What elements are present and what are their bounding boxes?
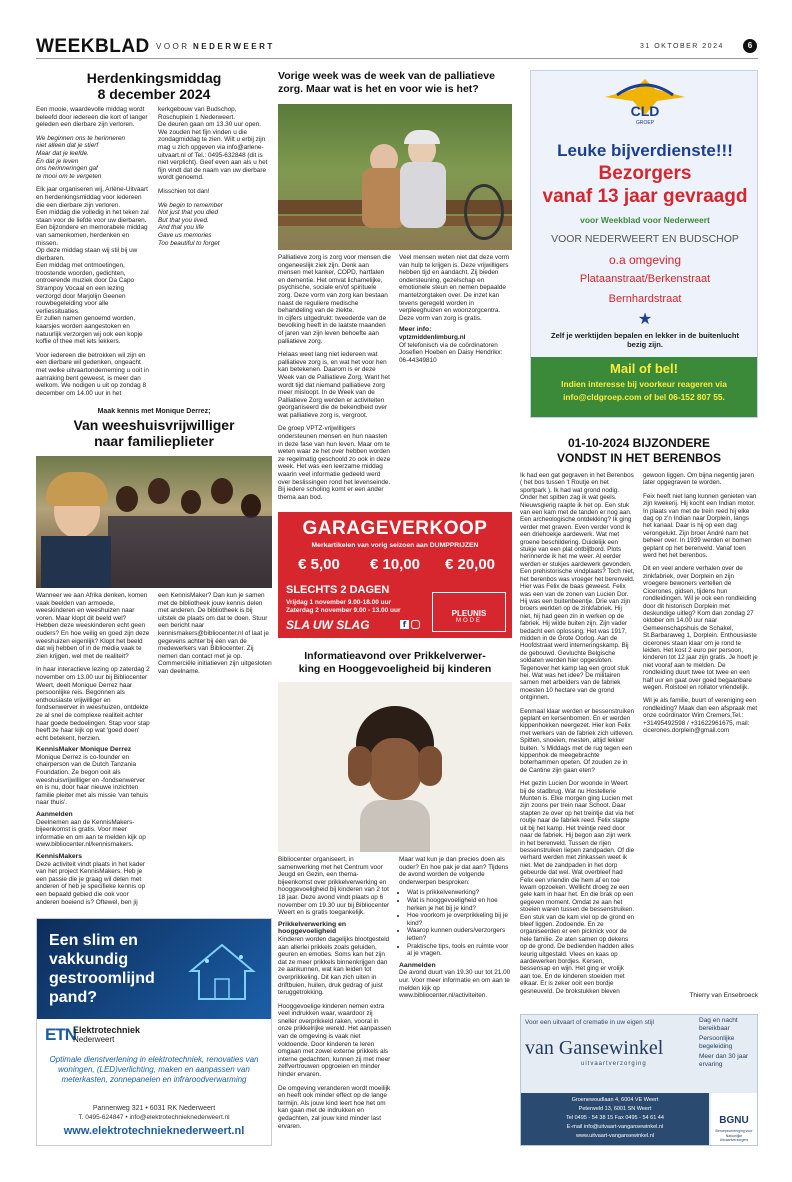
prikkel-h2: Aanmelden [399,961,436,969]
palliatief-title-line2: zorg. Maar wat is het en voor wie is het? [278,83,479,95]
bullet-item: • Wat is hooggevoeligheid en hoe herken je het bij je kind? [407,897,512,912]
herdenking-body [36,106,272,402]
weeshuis-p1: Wanneer we aan Afrika denken, komen vaak beelden van armoede, weeskinderen en weeshuizen naar voren. Maar klopt dit beeld wel? Hebben deze weeskinderen echt geen ouders? En hoe veilig en goed zijn deze weeshuizen eigenlijk? Klopt het beeld dat wij hebben of in de media vaak te zien krijgen, wel met de realiteit? [36,592,150,660]
palliatief-link[interactable]: vptzmiddenlimburg.nl [399,333,466,341]
garage-slag: SLA UW SLAG [286,618,370,632]
cld-mail-box [531,357,757,417]
cld-l7: Plataanstraat/Berkenstraat [579,273,711,285]
weeshuis-h1: KennisMaker Monique Derrez [36,746,132,754]
poem-line: ons herinneringen gaf [36,165,98,173]
masthead-date: 31 OKTOBER 2024 [640,43,724,50]
palliatief-h1: Meer info: [399,326,432,334]
elektro-l2: vakkundig [49,951,129,968]
cld-l2: Bezorgers [598,163,692,184]
elderly-couple-photo [278,104,512,250]
weeshuis-p3: Monique Derrez is co-founder en chairperson van de Dutch Tanzania Foundation. Ze begon ooit als weeshuisvrijwilliger en -fondsenwerver en is nu, door haar nieuwe inzichten familie pleiter met als missie 'van tehuis naar thuis'. [36,753,149,807]
page-number: 6 [743,39,757,53]
weeshuis-p5: Deze activiteit vindt plaats in het kader van het project KennisMakers. Heb je een passie die je graag wil delen met anderen of heb je specifieke kennis op een bepaald gebied die ook voor anderen boeiend is? Oftewel, ben jij een KennisMaker? Dan kun je samen met de bibliotheek jouw kennis delen met anderen. De bibliotheek is bij uitstek de plaats om dat te doen. Stuur een bericht naar kennismakers@bibliocenter.nl of laat je gegevens achter bij één van de medewerkers van Bibliocenter. Zij nemen dan contact met je op. Commerciële initiatieven zijn uitgesloten van deelname. [36,592,272,906]
herdenking-poem-nl [36,135,150,181]
vondst-p5: Dit en veel andere verhalen over de zinkfabriek, over Dorplein en zijn vroegere bewoners vertellen de Cicerones, gidsen, tijdens hun rondleidingen. Wil je ook een rondleiding door dit historisch Dorplein met deskundige uitleg? Kom dan zondag 27 oktober om 14.00 uur naar Gemeenschapshuis de Schakel, St.Barbaraweg 1, Dorplein. Enthousiaste cicerones staan klaar om je rond te leiden. Het kost 2 euro per persoon, kinderen tot 12 jaar zijn gratis. Je hoeft je niet vooraf aan te melden. De rondleiding duurt twee tot twee en een half uur en gaat over goed begaanbare wegen. Rolstoel en rollator vriendelijk. [643,565,758,691]
cld-logo-text: CLD [630,103,660,119]
gw-addr1: Groenewoudlaan 4, 6004 VE Weert [571,1097,659,1103]
cld-l3: vanaf 13 jaar gevraagd [542,186,748,207]
weeshuis-h3: KennisMakers [36,853,83,860]
herdenking-title-line1: Herdenkingsmiddag [86,70,222,86]
poem-line: Gave us memories [158,231,212,239]
weeshuis-title [36,417,272,449]
herdenking-p2: Elk jaar organiseren wij, Arlène-Uitvaart en herdenkingsmiddag voor iedereen die een dierbare zijn verloren. [36,186,148,209]
gansewinkel-top: Voor een uitvaart of crematie in uw eigen stijl [525,1019,654,1026]
herdenking-title [36,70,272,102]
cld-l9: Zelf je werktijden bepalen en lekker in de buitenlucht bezig zijn. [551,331,739,349]
herdenking-p10: We zouden het fijn vinden u die zondagmiddag te zien. Wilt u erbij zijn mag u zich opgeven via info@arlene-uitvaart.nl of Tel.: 0495-632848 (dit is niet verplicht). Geef even aan als u het fijn vindt dat de naam van uw dierbare wordt genoemd. [158,128,268,182]
instagram-icon[interactable] [411,620,420,629]
elektro-l4: pand? [49,989,97,1006]
gw-tel: Tel 0495 - 54 38 15 Fax 0495 - 54 61 44 [566,1115,664,1121]
gw-bullet: Meer dan 30 jaar ervaring [699,1053,749,1068]
elektro-contact: T. 0495-624847 • info@elektrotechnieknederweert.nl [78,1114,230,1121]
bullet-item: • Praktische tips, tools en ruimte voor al je vragen. [407,943,512,958]
star-icon: ★ [637,309,653,328]
bullet-item: • Hoe voorkom je overprikkeling bij je kind? [407,912,512,927]
weeshuis-title-line1: Van weeshuisvrijwilliger [73,417,235,433]
masthead-weekblad: WEEKBLAD [36,36,150,57]
vondst-p2: Eenmaal klaar werden er bessenstruiken geplant en kersenbomen. En er werden kippenhokken neergezet. Hier kon Felix met werkers van de fabriek zich uitleven. Spitten, snoeien, mesten, altijd lekker buiten. 's Middags met de rug tegen een kippenhok de meegebrachte boterhammen opeten. Of zouden ze in de Cantine zijn gaan eten? [520,707,635,774]
prikkel-article [278,650,512,1150]
weeshuis-title-line2: naar familieplieter [94,433,214,449]
poem-line: Maar dat je leefde. [36,149,89,157]
pleunis-logo [432,592,506,632]
elektro-l3: gestroomlijnd [49,970,155,987]
garage-date2: Zaterdag 2 november 9.00 - 13.00 uur [286,607,401,614]
poem-line: Not just that you died [158,209,219,217]
cld-logo-sub: GROEP [635,120,655,126]
vondst-p1: Ik had een gat gegraven in het Berenbos ( het bos tussen 't Routje en het sportpark ). Ik had wat grond nodig. Onder het spitten zag ik wat geels. Nieuwsgierig raapte ik het op. Een stuk van een kam met de tanden er nog aan. Een archeologische ontdekking? Ik ging verder met graven. Even verder vond ik een driehoekje aardewerk. Wat met groene beschildering. Duidelijk een stukje van een plat ontbijtbord. Plots herinnerde ik het me weer. Al eerder werden er stukjes aardewerk gevonden. Een prehistorische vindplaats? Toch niet, het berenbos was vroeger het berenveld. Hier was Felix de baas geweest. Felix was een van de zonen van Lucien Dor. Hij was een buitenbeentje. Drie van zijn broers werkten op de zinkfabriek. Hij niet, hij had geen zin in werken op de fabriek. Hij wilde buiten zijn. Zijn vader bedacht een oplossing. Het was 1917, midden in de Grote Oorlog. Aan de Hoofdstraat werd interneringskamp. Bij de gebouwd. Gevluchte Belgische soldaten werden hier opgesloten. Tegenover het kamp lag een groot stuk hei. Wat was het idee? De militairen samen met arbeiders van de fabriek moesten 10 hectare van de grond ontginnen. [520,472,635,702]
palliatief-p4: De groep VPTZ-vrijwilligers ondersteunen mensen en hun naasten in deze fase van hun leven. Maar om te weten waar ze het over hebben worden ze regelmatig geschoold zo ook in deze week. Het was een leerzame middag waarin veel informatie gedeeld werd over beslissingen rond het levenseinde. Bij iedere scholing komt er een ander thema aan bod. [278,425,391,501]
vondst-title-line1: 01-10-2024 BIJZONDERE [567,436,711,450]
vondst-signature: Thierry van Ensebroeck [689,992,758,999]
vondst-p4: Feix heeft niet lang kunnen genieten van zijn kwekerij. Hij kocht een Indian motor. In plaats van met de trein reed hij elke dag op z'n Indian naar Dorplein, langs het kanaal. Daar is hij op een dag verongelukt. Zijn broer André nam het beheer over. In 1939 werden er bomen geplant op het berenveld. Vanaf toen werd het het berenbos. [643,492,757,560]
gansewinkel-footer [521,1093,709,1145]
cld-mail: Mail of bel! [610,361,678,376]
cld-logo [595,75,695,131]
pleunis-brand-sub: MODE [456,618,482,624]
prikkel-h1: Prikkelverwerking en hooggevoeligheid [278,920,347,936]
vondst-body [520,472,758,996]
gw-bullet: Dag en nacht bereikbaar [699,1017,738,1032]
vondst-article [520,436,758,1004]
herdenking-p1: Een mooie, waardevolle middag wordt beleefd door iedereen die kort of langer geleden een dierbare zijn verloren. [36,106,148,129]
price-5: € 5,00 [298,556,340,573]
palliatief-title [278,70,512,96]
prikkel-p1: Bibliocenter organiseert, in samenwerking met het Centrum voor Jeugd en Gezin, een thema-bijeenkomst over prikkelverwerking en hooggevoeligheid bij kinderen van 2 tot 18 jaar. Deze avond vindt plaats op 6 november om 19.30 uur bij Bibliocenter Weert en is gratis toegankelijk. [278,856,390,917]
herdenking-p4: Een bijzondere en memorabele middag van samenkomen, herdenken en missen. [36,224,148,247]
elektro-logo-place: Nederweert [73,1035,115,1044]
palliatief-p5: Veel mensen weten niet dat deze vorm van hulp te krijgen is. Deze vrijwilligers hebben tijd en aandacht. Zij bieden ondersteuning, gezelschap en emotionele steun en nemen bepaalde mantelzorgtaken over. De inzet kan tevens geregeld worden in verpleeghuizen en woonzorgcentra. Deze vorm van zorg is gratis. [399,254,510,322]
gansewinkel-bullets [699,1017,757,1068]
vondst-p3: Het gezin Lucien Dor woonde in Weert bij de stadbrug. Wat nu Hostellerie Munten is. Elke morgen ging Lucien met zijn zoons per trein naar Schoot. Daar stapten ze over op het treintje dat via het routje naar de fabriek reed. Felix stapte uit bij het kamp. Het treintje reed door naar de fabriek. Hij begon aan zijn werk in het berenveld. Tussen de rijen bessenstruiken liepen zandpaden. Of die verhard werden met zinkassen weet ik niet. Met de zandpaden in het dorp gebeurde dat wel. Wat overbleef had Felix een vriendin die hem af en toe kwam opzoeken. Wellicht droeg ze een gele kam in haar het. En die brak op een gegeven moment. Omdat ze aan het stoeien waren tussen de bessenstruiken. Een stuk van de kam viel op de grond en bleef liggen. Zodoende. En ze organiseerden er een picknick voor de hele familie. Ze aten samen op dekens op de grond. De bedienden hadden alles keurig uitgestald. Vlees en kaas op aardewerken bordjes. Kersen, bessensap en wijn. Het ging er vrolijk aan toe. En de kinderen stoeiden met elkaar. Er is zeker ooit een bordje gesneuveld. De brokstukken bleven gewoon liggen. Om bijna negentig jaren later opgegraven te worden. [520,472,754,995]
poem-line: But that you lived. [158,216,209,224]
prikkel-p6: De avond duurt van 19.30 uur tot 21.00 uur. Voor meer informatie en om aan te melden kijk op www.bibliocenter.nl/activiteiten. [399,969,511,1000]
vondst-title [520,436,758,466]
gw-email[interactable]: E-mail info@uitvaart-vangansewinkel.nl [566,1124,664,1130]
garage-sub: Merkartikelen van vorig seizoen aan DUMPPRIJZEN [311,542,479,549]
masthead [36,36,758,58]
gansewinkel-name: van Gansewinkel [525,1037,664,1059]
herdenking-p7: Er zullen namen genoemd worden, kaarsjes worden aangestoken en natuurlijk verzorgen wij ook een kopje koffie of thee met iets lekkers. [36,315,143,346]
weeshuis-article [36,408,272,913]
palliatief-p3: Helaas weet lang niet iedereen wat palliatieve zorg is, en wat het voor hen kan betekenen. Daarom is er deze Week van de Palliatieve Zorg. Want het wordt tijd dat niemand palliatieve zorg meer misloopt. In de Week van de Palliatieve Zorg werden er activiteiten georganiseerd die de bekendheid over wat palliatieve zorg is, vergroot. [278,351,390,419]
elektro-address: Pannenweg 321 • 6031 RK Nederweert [92,1105,216,1112]
gw-bullet: Persoonlijke begeleiding [699,1035,735,1050]
bgnu-sub: Beroepsvereniging voor Natuurlijke Uitvaartverzorgers [715,1129,753,1142]
herdenking-article [36,70,272,402]
bullet-item: • Waarop kunnen ouders/verzorgers letten? [407,927,512,942]
palliatief-body [278,254,512,502]
elektro-url[interactable]: www.elektrotechnieknederweert.nl [63,1125,245,1137]
herdenking-p9: De deuren gaan om 13.30 uur open. [158,121,262,129]
cld-m3[interactable]: info@cldgroep.com of bel 06-152 807 55. [563,392,725,402]
poem-line: Too beautiful to forget [158,239,220,247]
weeshuis-body [36,592,272,912]
poem-line: niet alleen dat je stierf [36,142,99,150]
garage-date1: Vrijdag 1 november 9.00-18.00 uur [286,599,392,606]
cld-m2: Indien interesse bij voorkeur reageren via [561,379,727,389]
poem-line: We beginnen ons te herinneren [36,134,126,142]
herdenking-p6: Een middag met ontmoetingen, troostende woorden, gedichten, ontroerende muziek door Da Capo Strampoy Vocaal en een lezing verzorgd door Marjolijn Geenen rouwbegeleiding voor alle verliessituaties. [36,262,135,315]
cld-l6: o.a omgeving [608,253,682,267]
weeshuis-kicker: Maak kennis met Monique Derrez; [97,408,211,415]
elektro-logo [45,1025,141,1049]
prikkel-p3: Hooggevoelige kinderen nemen extra veel indrukken waar, waardoor zij sneller overprikkeld raken, vooral in onze prikkelrijke wereld. Het aanpassen van de omgeving is vaak niet voldoende. Door kinderen te leren omgaan met zowel externe prikkels als interne gedachten, kunnen zij met meer zelfvertrouwen opgroeien en minder hinder ervaren. [278,1002,391,1079]
garage-title: GARAGEVERKOOP [302,518,488,539]
etn-logo: ETN [45,1025,76,1044]
palliatief-p1: Palliatieve zorg is zorg voor mensen die ongeneeslijk ziek zijn. Denk aan mensen met kanker, COPD, hartfalen en dementie. Het omvat lichamelijke, psychische, sociale en/of spirituele zorg. Deze vorm van zorg kan bestaan naast de reguliere medische behandeling van de ziekte. [278,254,391,315]
gansewinkel-ad [520,1014,758,1146]
elektro-headline [49,931,155,1007]
child-ears-photo [278,682,512,852]
elektro-l1: Een slim en [49,932,138,949]
prikkel-title-line1: Informatieavond over Prikkelverwer- [304,650,486,662]
poem-line: We begin to remember [158,201,223,209]
gw-addr2: Peterweld 13, 6001 SN Weert [578,1106,652,1112]
herdenking-p5: Op deze middag staan wij stil bij uw dierbaren. [36,247,138,262]
herdenking-p11: Misschien tot dan! [158,187,210,195]
masthead-rule [36,58,758,59]
prikkel-bullets [399,889,512,957]
pleunis-brand: PLEUNIS [451,609,487,618]
herdenking-title-line2: 8 december 2024 [97,86,211,102]
garage-prices [284,556,506,578]
price-10: € 10,00 [369,556,421,573]
cld-l8: Bernhardstraat [608,293,682,305]
children-photo [36,456,272,588]
vondst-p6: Wil je als familie, buurt of vereniging een rondleiding? Maak dan een afspraak met onze coördinator Wim Cremers,Tel.: +31495492598 / +31622961675, mail: cicerones.dorplein@gmail.com [643,697,758,734]
elektro-slogan: Optimale dienstverlening in elektrotechniek, renovaties van woningen, (LED)verlichting, maken en aanpassen van meterkasten, zonnepanelen en infraroodverwarming [49,1055,259,1084]
herdenking-p3: Een middag die volledig in het teken zal staan voor de liefde voor uw dierbaren. [36,209,149,224]
elektro-logo-name: Elektrotechniek [73,1025,141,1035]
poem-line: te mooi om te vergeten [36,172,102,180]
poem-line: En dat je leven [36,157,79,165]
garage-ad [278,512,512,638]
herdenking-p8: Voor iedereen die betrokken wil zijn en een dierbare wil gedenken, ongeacht met welke uitvaartonderneming u ooit in aanraking bent geweest, is meer dan welkom. We nodigen u uit op zondag 8 december om 14.00 uur in het kerkgebouw van Budschop, Roschuplein 1 Nederweert. [36,106,237,397]
prikkel-p4: De omgeving veranderen wordt moeilijk en heeft ook minder effect op de lange termijn. Als jouw kind leert hoe het om kan gaan met de indrukken en gedachten, zal jouw kind minder last ervaren. [278,1084,391,1130]
weeshuis-p2: In haar interactieve lezing op zaterdag 2 november om 13.00 uur bij Bibliocenter Weert, deelt Monique Derrez haar persoonlijke reis. Begonnen als enthousiaste vrijwilliger en fondsenwerver in weeshuizen, ontdekte ze al snel de complexe realiteit achter haar goede bedoelingen. Stap voor stap heeft ze haar kijk op wat 'goed doen' echt betekent, herzien. [36,666,150,742]
masthead-nederweert: NEDERWEERT [193,42,275,51]
house-icon [187,941,257,1003]
poem-line: And that you life [158,224,204,232]
prikkel-p5: Maar wat kun je dan precies doen als ouder? En hoe pak je dat aan? Tijdens de avond worden de volgende onderwerpen besproken: [399,856,509,886]
facebook-icon[interactable]: f [400,620,409,629]
herdenking-poem-en [158,202,272,248]
palliatief-p7: Of telefonisch via de coördinatoren Josefien Hoeben en Daisy Hendrikx: 06-44349810 [399,341,503,364]
cld-l5: VOOR NEDERWEERT EN BUDSCHOP [551,233,739,245]
prikkel-title [278,650,512,676]
cld-ad [530,70,758,418]
masthead-voor: VOOR [156,42,190,51]
bullet-item: • Wat is prikkelverwerking? [407,889,512,897]
prikkel-p2: Kinderen worden dagelijks blootgesteld aan allerlei prikkels zoals geluiden, geuren en emoties. Soms kan het zijn dat ze meer prikkels binnenkrijgen dan ze aankunnen, wat kan leiden tot overprikkeling. Dit kan zich uiten in driftbuien, huilen, druk gedrag of juist teruggetrokking. [278,935,390,997]
palliatief-title-line1: Vorige week was de week van de palliatieve [278,70,495,82]
palliatief-article [278,70,512,502]
weeshuis-h2: Aanmelden [36,811,73,819]
garage-dagen: SLECHTS 2 DAGEN [286,584,390,596]
palliatief-p2: In cijfers uitgedrukt: tweederde van de bevolking heeft in de laatste maanden of jaren van zijn leven behoefte aan palliatieve zorg. [278,314,386,345]
elektro-ad [36,918,272,1146]
weeshuis-p4: Deelnemen aan de KennisMakers-bijeenkomst is gratis. Voor meer informatie en om aan te melden kijk op www.bibliocenter.nl/kennismakers. [36,818,146,849]
gansewinkel-sub: uitvaartverzorging [581,1061,647,1067]
bgnu-logo [711,1093,757,1145]
prikkel-title-line2: king en Hooggevoeligheid bij kinderen [298,663,492,675]
bgnu-text: BGNU [719,1115,749,1126]
vondst-title-line2: VONDST IN HET BERENBOS [556,451,721,465]
cld-l1: Leuke bijverdienste!!! [557,141,733,160]
price-20: € 20,00 [444,556,496,573]
gw-web[interactable]: www.uitvaart-vangansewinkel.nl [576,1133,654,1139]
prikkel-body [278,856,512,1150]
cld-l4: voor Weekblad voor Nederweert [580,215,710,225]
